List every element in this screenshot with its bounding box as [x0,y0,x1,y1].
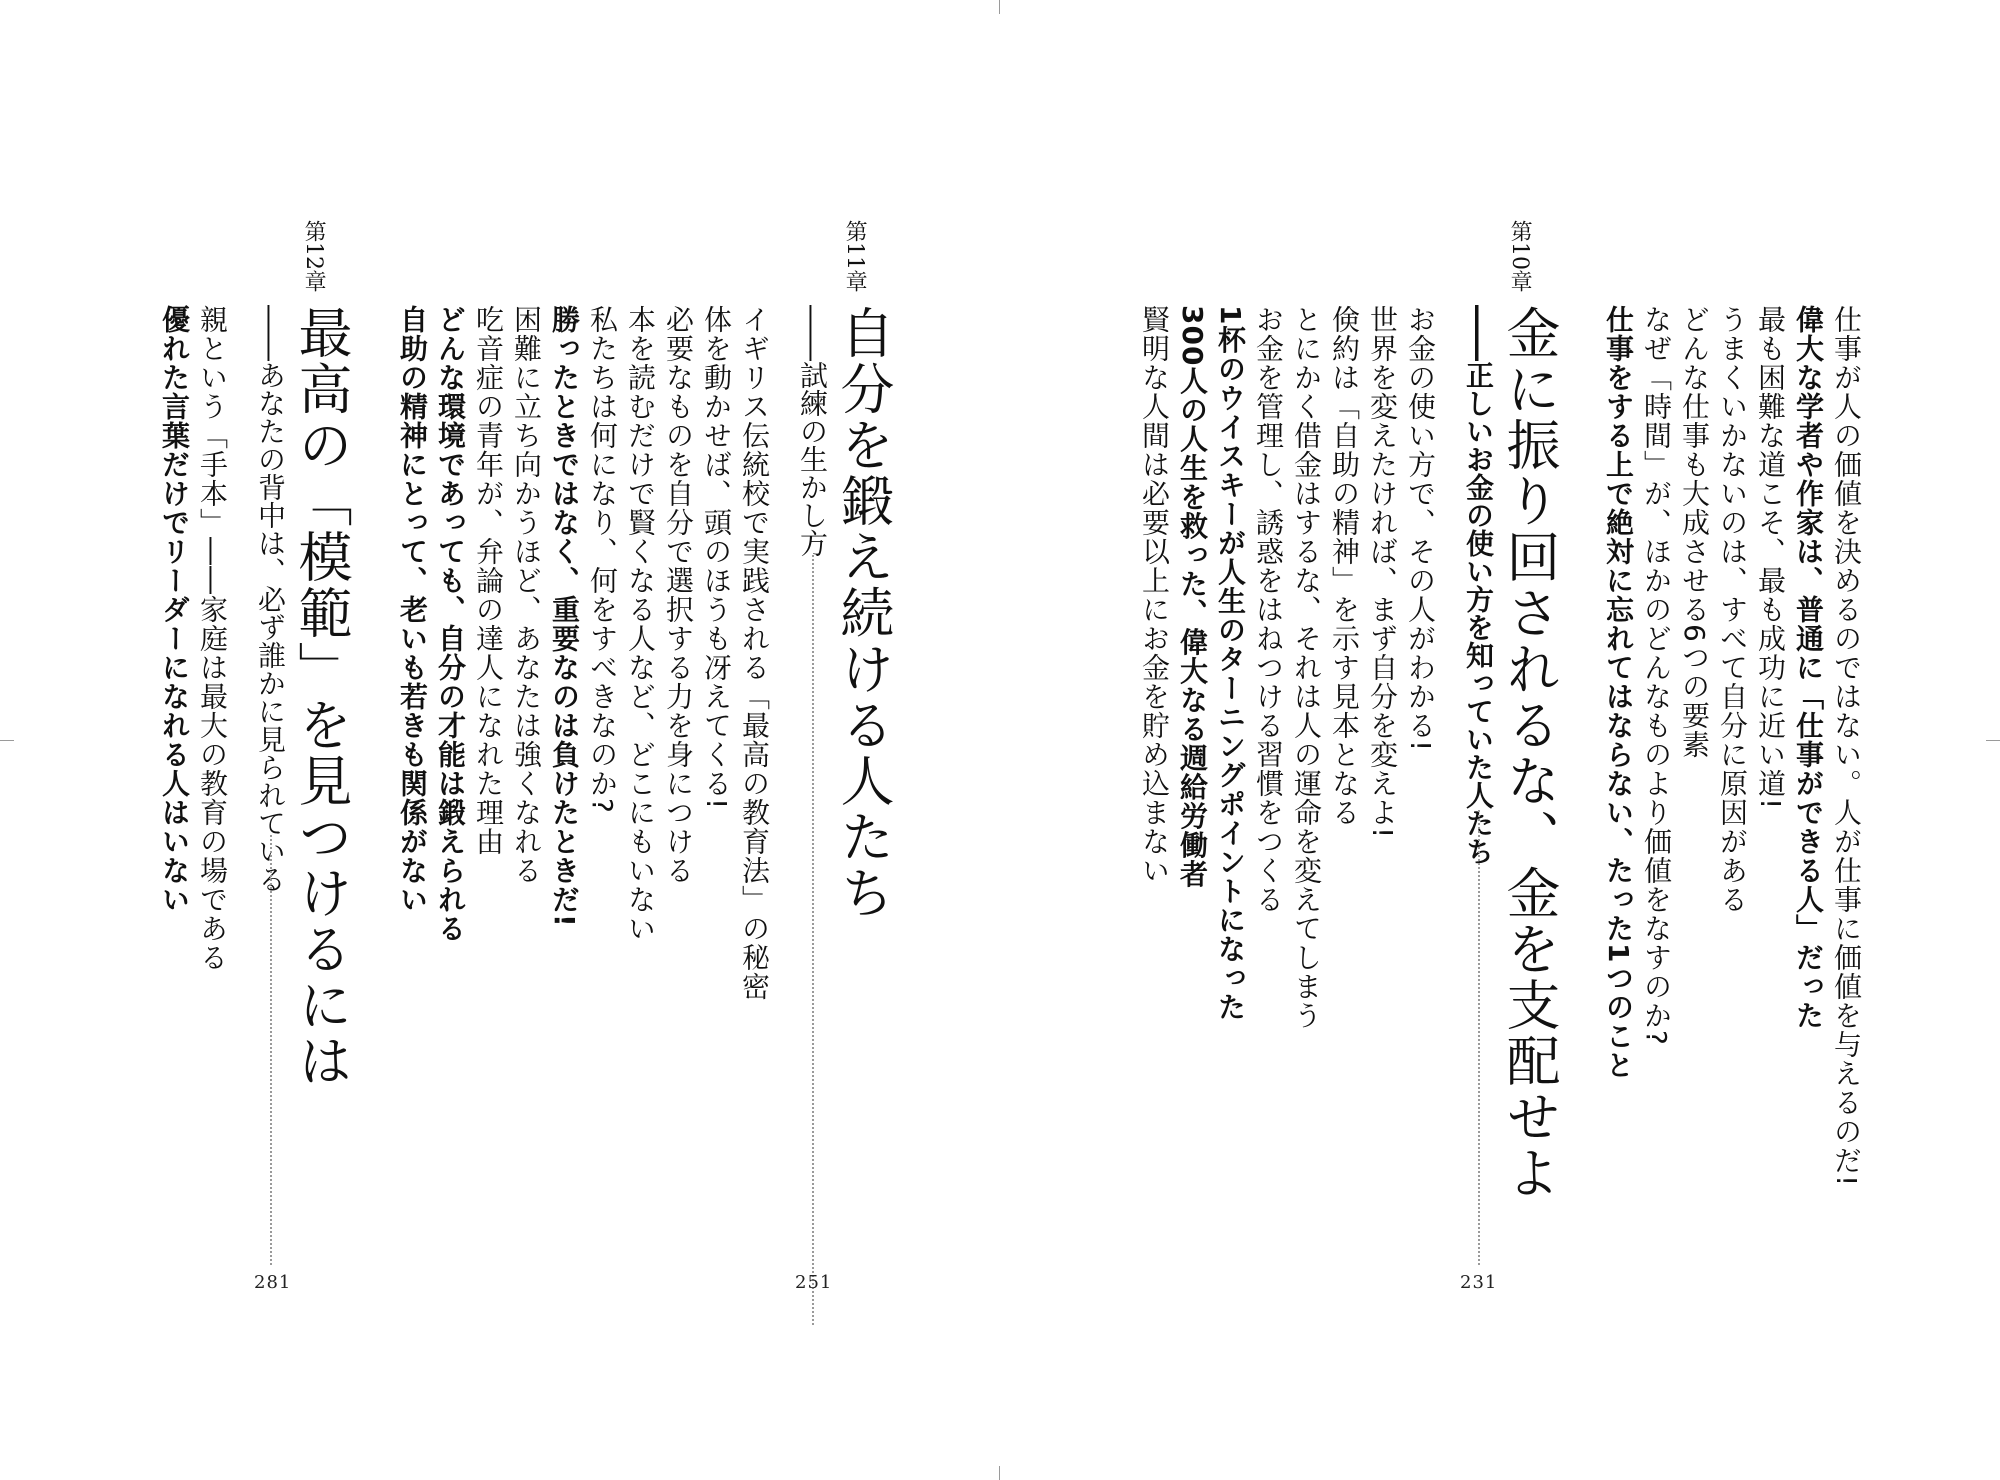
leader-dots [1478,810,1480,1265]
page-number: 251 [795,1272,833,1293]
toc-entry: イギリス伝統校で実践される「最高の教育法」の秘密 [738,305,771,1001]
toc-entry: どんな環境であっても、自分の才能は鍛えられる [434,305,467,943]
crop-mark [999,0,1000,14]
leader-dots [812,555,814,1325]
chapter-label: 第10章 [1507,220,1533,292]
toc-entry: 吃音症の青年が、弁論の達人になれた理由 [472,305,505,856]
chapter-label: 第11章 [842,220,868,292]
toc-entry: 私たちは何になり、何をすべきなのか? [586,305,619,814]
toc-entry: 偉大な学者や作家は、普通に「仕事ができる人」だった [1792,305,1825,1030]
chapter-title: 金に振り回されるな、金を支配せよ [1498,305,1561,1201]
toc-entry: 世界を変えたければ、まず自分を変えよ! [1366,305,1399,840]
toc-entry: 倹約は「自助の精神」を示す見本となる [1328,305,1361,827]
toc-entry: とにかく借金はするな、それは人の運命を変えてしまう [1290,305,1323,1030]
toc-entry: どんな仕事も大成させる6つの要素 [1678,305,1711,759]
toc-entry: 必要なものを自分で選択する力を身につける [662,305,695,885]
toc-entry: 優れた言葉だけでリーダーになれる人はいない [158,305,191,914]
chapter-subtitle: ――正しいお金の使い方を知っていた人たち [1462,305,1495,865]
toc-entry: 体を動かせば、頭のほうも冴えてくる! [700,305,733,811]
toc-entry: 困難に立ち向かうほど、あなたは強くなれる [510,305,543,885]
toc-entry: 勝ったときではなく、重要なのは負けたときだ! [548,305,581,928]
toc-entry: 仕事が人の価値を決めるのではない。人が仕事に価値を与えるのだ! [1830,305,1863,1188]
toc-entry: 親という「手本」――家庭は最大の教育の場である [196,305,229,972]
page-number: 281 [254,1272,292,1293]
toc-entry: 仕事をする上で絶対に忘れてはならない、たった1つのこと [1602,305,1635,1080]
toc-entry: 本を読むだけで賢くなる人など、どこにもいない [624,305,657,943]
page-number: 231 [1460,1272,1498,1293]
toc-entry: お金の使い方で、その人がわかる! [1404,305,1437,753]
toc-entry: 最も困難な道こそ、最も成功に近い道! [1754,305,1787,811]
chapter-subtitle: ――試練の生かし方 [796,305,829,557]
toc-entry: うまくいかないのは、すべて自分に原因がある [1716,305,1749,914]
toc-entry: お金を管理し、誘惑をはねつける習慣をつくる [1252,305,1285,914]
chapter-title: 自分を鍛え続ける人たち [832,305,895,921]
leader-dots [270,835,272,1265]
toc-entry: 1杯のウイスキーが人生のターニングポイントになった [1214,305,1247,1022]
chapter-label: 第12章 [301,220,327,292]
crop-mark [0,740,14,741]
toc-entry: 自助の精神にとって、老いも若きも関係がない [396,305,429,914]
toc-entry: 賢明な人間は必要以上にお金を貯め込まない [1138,305,1171,885]
chapter-subtitle: ――あなたの背中は、必ず誰かに見られている [254,305,287,893]
chapter-title: 最高の「模範」を見つけるには [290,305,353,1089]
crop-mark [999,1466,1000,1480]
crop-mark [1986,740,2000,741]
toc-entry: なぜ「時間」が、ほかのどんなものより価値をなすのか? [1640,305,1673,1046]
toc-entry: 300人の人生を救った、偉大なる週給労働者 [1176,305,1209,889]
